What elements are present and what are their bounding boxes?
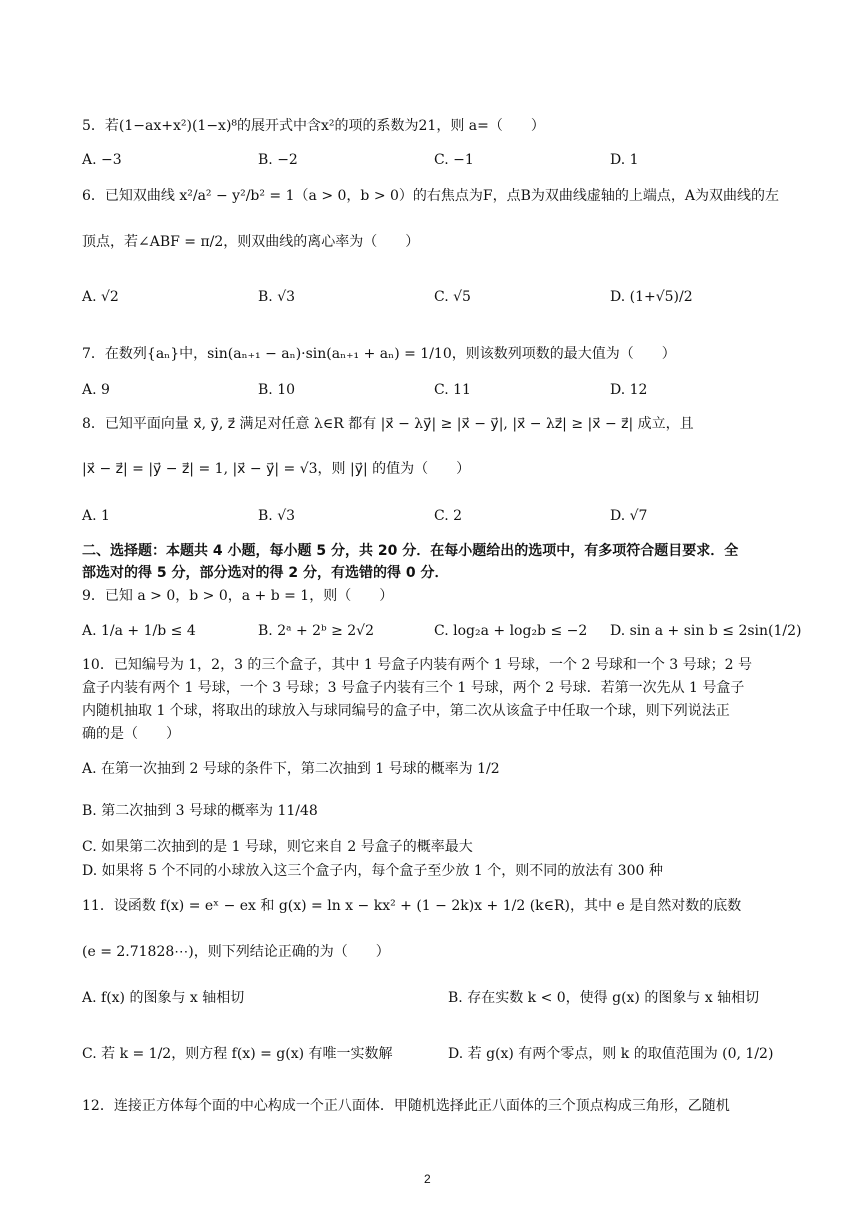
question-8-stem-line2: |x⃗ − z⃗| = |y⃗ − z⃗| = 1, |x⃗ − y⃗| = √3，则 |y⃗| 的值为（ ） [82,461,471,477]
question-6-option-b: B. √3 [258,289,296,305]
question-11-option-a: A. f(x) 的图象与 x 轴相切 [82,990,245,1006]
question-6-option-c: C. √5 [434,289,471,305]
question-12-line1: 12．连接正方体每个面的中心构成一个正八面体．甲随机选择此正八面体的三个顶点构成三角形，乙随机 [82,1098,730,1114]
question-11-option-c: C. 若 k = 1/2，则方程 f(x) = g(x) 有唯一实数解 [82,1046,393,1062]
question-10-line2: 盒子内装有两个 1 号球，一个 3 号球；3 号盒子内装有三个 1 号球，两个 2 号球．若第一次先从 1 号盒子 [82,680,745,696]
question-9-option-d: D. sin a + sin b ≤ 2sin(1/2) [610,623,802,639]
question-7-option-a: A. 9 [82,382,110,398]
question-6-stem-line1: 6．已知双曲线 x²/a² − y²/b² = 1（a > 0，b > 0）的右焦点为F，点B为双曲线虚轴的上端点，A为双曲线的左 [82,188,780,204]
question-7-option-d: D. 12 [610,382,648,398]
question-10-line3: 内随机抽取 1 个球，将取出的球放入与球同编号的盒子中，第二次从该盒子中任取一个球，则下列说法正 [82,703,730,719]
question-9-option-b: B. 2ᵃ + 2ᵇ ≥ 2√2 [258,623,374,639]
question-10-option-c: C. 如果第二次抽到的是 1 号球，则它来自 2 号盒子的概率最大 [82,839,473,855]
question-10-option-d: D. 如果将 5 个不同的小球放入这三个盒子内，每个盒子至少放 1 个，则不同的放法有 300 种 [82,863,663,879]
question-11-line2: (e = 2.71828⋯)，则下列结论正确的为（ ） [82,944,390,960]
question-9-option-c: C. log₂a + log₂b ≤ −2 [434,623,588,639]
question-6-stem-line2: 顶点，若∠ABF = π/2，则双曲线的离心率为（ ） [82,234,420,250]
question-8-option-d: D. √7 [610,508,648,524]
question-8-stem-line1: 8．已知平面向量 x⃗, y⃗, z⃗ 满足对任意 λ∈R 都有 |x⃗ − λy⃗| ≥ |x⃗ − y⃗|, |x⃗ − λz⃗| ≥ |x⃗ − z⃗| 成立，且 [82,416,694,432]
question-6-option-d: D. (1+√5)/2 [610,289,693,305]
question-6-option-a: A. √2 [82,289,119,305]
question-8-option-b: B. √3 [258,508,296,524]
question-8-option-a: A. 1 [82,508,110,524]
question-10-option-b: B. 第二次抽到 3 号球的概率为 11/48 [82,803,318,819]
question-5-option-d: D. 1 [610,152,639,168]
section-2-heading-line1: 二、选择题：本题共 4 小题，每小题 5 分，共 20 分．在每小题给出的选项中，有多项符合题目要求．全 [82,543,739,559]
question-10-line4: 确的是（ ） [82,726,180,742]
question-9-stem: 9．已知 a > 0，b > 0，a + b = 1，则（ ） [82,588,394,604]
question-7-stem: 7．在数列{aₙ}中，sin(aₙ₊₁ − aₙ)·sin(aₙ₊₁ + aₙ) = 1/10，则该数列项数的最大值为（ ） [82,346,676,362]
question-10-line1: 10．已知编号为 1，2，3 的三个盒子，其中 1 号盒子内装有两个 1 号球，一个 2 号球和一个 3 号球；2 号 [82,657,753,673]
question-5-option-c: C. −1 [434,152,474,168]
question-11-option-d: D. 若 g(x) 有两个零点，则 k 的取值范围为 (0, 1/2) [448,1046,774,1062]
question-7-option-b: B. 10 [258,382,296,398]
question-5-stem: 5．若(1−ax+x²)(1−x)⁸的展开式中含x²的项的系数为21，则 a=（ ） [82,118,545,134]
question-9-option-a: A. 1/a + 1/b ≤ 4 [82,623,196,639]
question-10-option-a: A. 在第一次抽到 2 号球的条件下，第二次抽到 1 号球的概率为 1/2 [82,761,500,777]
question-7-option-c: C. 11 [434,382,471,398]
question-5-option-a: A. −3 [82,152,122,168]
page-number: 2 [424,1172,431,1186]
question-5-option-b: B. −2 [258,152,298,168]
question-8-option-c: C. 2 [434,508,463,524]
section-2-heading-line2: 部选对的得 5 分，部分选对的得 2 分，有选错的得 0 分． [82,565,449,581]
question-11-option-b: B. 存在实数 k < 0，使得 g(x) 的图象与 x 轴相切 [448,990,760,1006]
question-11-line1: 11．设函数 f(x) = eˣ − ex 和 g(x) = ln x − kx² + (1 − 2k)x + 1/2 (k∈R)，其中 e 是自然对数的底数 [82,898,742,914]
